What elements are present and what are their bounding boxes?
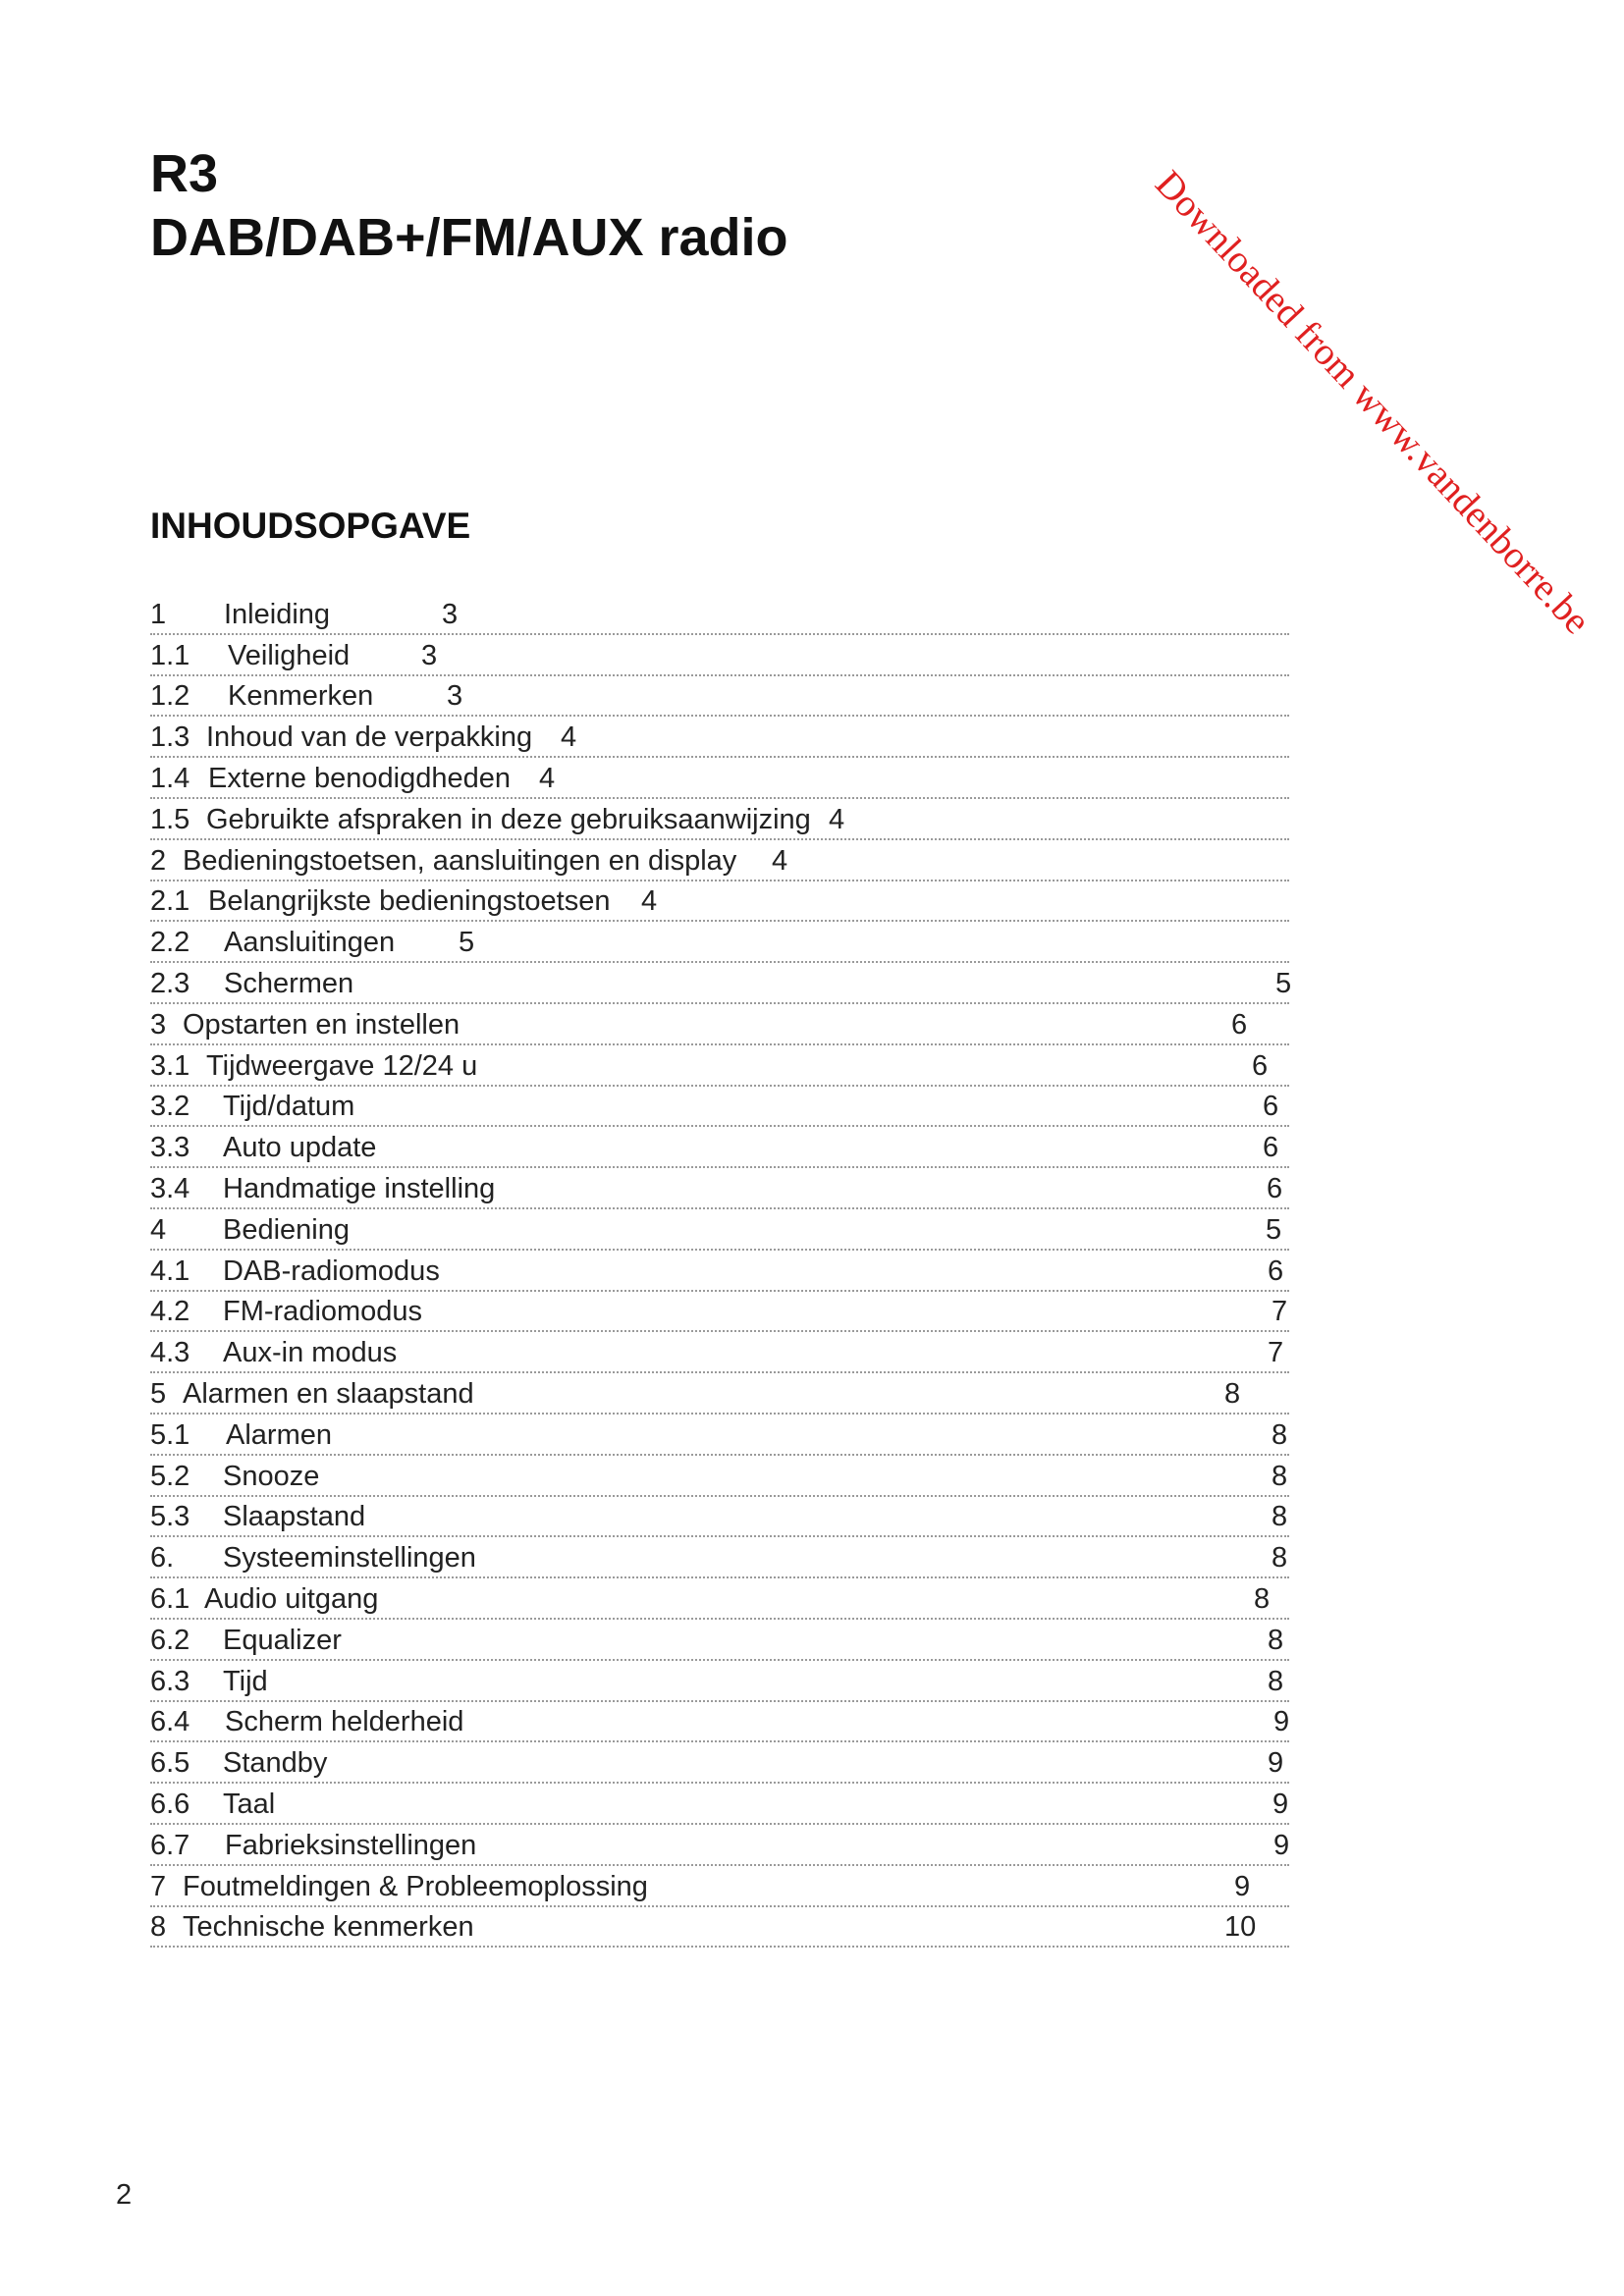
toc-page-number: 3 bbox=[447, 680, 463, 713]
toc-section-number: 3.1 bbox=[150, 1049, 190, 1082]
toc-row bbox=[150, 1373, 1289, 1415]
toc-section-number: 5.1 bbox=[150, 1418, 190, 1451]
toc-page-number: 4 bbox=[561, 721, 577, 754]
toc-section-number: 6.1 bbox=[150, 1582, 190, 1615]
toc-section-number: 1.3 bbox=[150, 721, 190, 754]
toc-section-title: Handmatige instelling bbox=[223, 1172, 496, 1204]
toc-row bbox=[150, 1415, 1289, 1456]
toc-page-number: 9 bbox=[1268, 1747, 1284, 1780]
toc-row bbox=[150, 1168, 1289, 1209]
toc-section-title: Kenmerken bbox=[228, 680, 374, 713]
toc-row bbox=[150, 758, 1289, 799]
toc-section-number: 7 bbox=[150, 1870, 167, 1902]
toc-section-title: Foutmeldingen & Probleemoplossing bbox=[183, 1870, 648, 1902]
toc-section-number: 2.2 bbox=[150, 927, 190, 959]
toc-section-title: Inleiding bbox=[224, 598, 331, 630]
toc-page-number: 4 bbox=[772, 844, 788, 877]
toc-section-number: 1.2 bbox=[150, 680, 190, 713]
toc-page-number: 4 bbox=[539, 762, 556, 794]
toc-section-number: 4.2 bbox=[150, 1296, 190, 1328]
toc-section-title: Gebruikte afspraken in deze gebruiksaanwijzing bbox=[206, 803, 811, 835]
toc-page-number: 9 bbox=[1273, 1829, 1290, 1861]
toc-section-number: 2.1 bbox=[150, 885, 190, 918]
toc-section-title: DAB-radiomodus bbox=[223, 1255, 440, 1287]
toc-section-title: Tijdweergave 12/24 u bbox=[206, 1049, 478, 1082]
toc-section-title: Bedieningstoetsen, aansluitingen en display bbox=[183, 844, 737, 877]
toc-row bbox=[150, 840, 1289, 881]
toc-section-number: 1.4 bbox=[150, 762, 190, 794]
page-number: 2 bbox=[116, 2179, 133, 2211]
toc-row bbox=[150, 1742, 1289, 1784]
toc-page-number: 6 bbox=[1231, 1008, 1248, 1041]
toc-row bbox=[150, 1784, 1289, 1825]
toc-page-number: 8 bbox=[1268, 1665, 1284, 1697]
toc-row bbox=[150, 1087, 1289, 1128]
toc-page-number: 6 bbox=[1267, 1172, 1283, 1204]
toc-page-number: 7 bbox=[1268, 1337, 1284, 1369]
toc-page-number: 5 bbox=[1266, 1213, 1282, 1246]
toc-row bbox=[150, 1825, 1289, 1866]
toc-page-number: 9 bbox=[1234, 1870, 1251, 1902]
toc-row bbox=[150, 1004, 1289, 1045]
toc-section-number: 3.3 bbox=[150, 1132, 190, 1164]
toc-row bbox=[150, 635, 1289, 676]
toc-page-number: 6 bbox=[1263, 1091, 1279, 1123]
table-of-contents bbox=[150, 594, 1292, 1948]
download-watermark: Downloaded from www.vandenborre.be bbox=[1147, 162, 1598, 643]
toc-section-number: 6.3 bbox=[150, 1665, 190, 1697]
toc-page-number: 8 bbox=[1272, 1501, 1288, 1533]
toc-page-number: 5 bbox=[459, 927, 475, 959]
toc-row bbox=[150, 1620, 1289, 1661]
toc-section-title: Scherm helderheid bbox=[225, 1706, 464, 1738]
toc-row bbox=[150, 1251, 1289, 1292]
toc-section-number: 6.4 bbox=[150, 1706, 190, 1738]
toc-page-number: 4 bbox=[641, 885, 658, 918]
toc-section-title: Inhoud van de verpakking bbox=[206, 721, 533, 754]
document-title-subtitle: DAB/DAB+/FM/AUX radio bbox=[150, 208, 788, 267]
toc-section-title: Slaapstand bbox=[223, 1501, 366, 1533]
toc-row bbox=[150, 717, 1289, 758]
toc-section-number: 1.5 bbox=[150, 803, 190, 835]
toc-page-number: 6 bbox=[1263, 1132, 1279, 1164]
toc-row bbox=[150, 1127, 1289, 1168]
toc-section-number: 2 bbox=[150, 844, 167, 877]
toc-row bbox=[150, 922, 1289, 963]
toc-row bbox=[150, 799, 1289, 840]
toc-row bbox=[150, 1661, 1289, 1702]
toc-section-title: Schermen bbox=[224, 967, 354, 999]
toc-page-number: 8 bbox=[1272, 1542, 1288, 1575]
toc-row bbox=[150, 1866, 1289, 1907]
toc-section-title: Aux-in modus bbox=[223, 1337, 398, 1369]
toc-section-title: Alarmen en slaapstand bbox=[183, 1377, 474, 1410]
toc-page-number: 3 bbox=[442, 598, 459, 630]
toc-page-number: 10 bbox=[1224, 1911, 1257, 1944]
toc-section-number: 2.3 bbox=[150, 967, 190, 999]
toc-page-number: 3 bbox=[421, 639, 438, 671]
toc-row bbox=[150, 1537, 1289, 1578]
toc-page-number: 8 bbox=[1272, 1460, 1288, 1492]
toc-page-number: 9 bbox=[1273, 1706, 1290, 1738]
toc-page-number: 7 bbox=[1272, 1296, 1288, 1328]
toc-heading: INHOUDSOPGAVE bbox=[150, 506, 471, 546]
toc-section-number: 5.3 bbox=[150, 1501, 190, 1533]
toc-section-number: 3.2 bbox=[150, 1091, 190, 1123]
toc-row bbox=[150, 1578, 1289, 1620]
toc-section-title: Systeeminstellingen bbox=[223, 1542, 476, 1575]
toc-section-number: 5.2 bbox=[150, 1460, 190, 1492]
toc-row bbox=[150, 594, 1289, 635]
toc-page-number: 8 bbox=[1272, 1418, 1288, 1451]
toc-row bbox=[150, 1045, 1289, 1087]
toc-row bbox=[150, 1332, 1289, 1373]
toc-section-number: 6.5 bbox=[150, 1747, 190, 1780]
toc-section-title: Fabrieksinstellingen bbox=[225, 1829, 477, 1861]
toc-section-number: 6.6 bbox=[150, 1788, 190, 1820]
toc-page-number: 6 bbox=[1252, 1049, 1269, 1082]
toc-section-title: Taal bbox=[223, 1788, 276, 1820]
toc-row bbox=[150, 1209, 1289, 1251]
toc-section-number: 6.2 bbox=[150, 1624, 190, 1656]
toc-row bbox=[150, 1702, 1289, 1743]
toc-section-title: Tijd bbox=[223, 1665, 268, 1697]
toc-section-title: Technische kenmerken bbox=[183, 1911, 474, 1944]
toc-section-number: 6. bbox=[150, 1542, 175, 1575]
toc-row bbox=[150, 1907, 1289, 1949]
toc-section-title: Alarmen bbox=[226, 1418, 332, 1451]
toc-section-title: Snooze bbox=[223, 1460, 320, 1492]
toc-section-number: 6.7 bbox=[150, 1829, 190, 1861]
toc-page-number: 6 bbox=[1268, 1255, 1284, 1287]
toc-section-title: Equalizer bbox=[223, 1624, 342, 1656]
toc-section-title: FM-radiomodus bbox=[223, 1296, 423, 1328]
toc-section-number: 1 bbox=[150, 598, 167, 630]
toc-section-title: Audio uitgang bbox=[204, 1582, 379, 1615]
toc-row bbox=[150, 676, 1289, 718]
toc-section-number: 4.3 bbox=[150, 1337, 190, 1369]
toc-section-number: 1.1 bbox=[150, 639, 190, 671]
toc-section-number: 4.1 bbox=[150, 1255, 190, 1287]
toc-section-number: 5 bbox=[150, 1377, 167, 1410]
toc-section-number: 3 bbox=[150, 1008, 167, 1041]
toc-page-number: 9 bbox=[1272, 1788, 1289, 1820]
toc-page-number: 5 bbox=[1275, 967, 1292, 999]
toc-section-number: 3.4 bbox=[150, 1172, 190, 1204]
toc-page-number: 4 bbox=[829, 803, 845, 835]
toc-section-title: Standby bbox=[223, 1747, 328, 1780]
toc-section-title: Externe benodigdheden bbox=[208, 762, 511, 794]
toc-page-number: 8 bbox=[1224, 1377, 1241, 1410]
toc-row bbox=[150, 881, 1289, 923]
toc-page-number: 8 bbox=[1268, 1624, 1284, 1656]
toc-section-title: Aansluitingen bbox=[224, 927, 396, 959]
toc-section-title: Bediening bbox=[223, 1213, 350, 1246]
toc-row bbox=[150, 963, 1292, 1004]
toc-section-number: 8 bbox=[150, 1911, 167, 1944]
toc-row bbox=[150, 1292, 1289, 1333]
toc-section-number: 4 bbox=[150, 1213, 167, 1246]
toc-section-title: Tijd/datum bbox=[223, 1091, 355, 1123]
toc-section-title: Belangrijkste bedieningstoetsen bbox=[208, 885, 611, 918]
toc-section-title: Auto update bbox=[223, 1132, 377, 1164]
toc-section-title: Veiligheid bbox=[228, 639, 351, 671]
toc-section-title: Opstarten en instellen bbox=[183, 1008, 460, 1041]
toc-page-number: 8 bbox=[1254, 1582, 1271, 1615]
document-title-model: R3 bbox=[150, 144, 219, 203]
toc-row bbox=[150, 1497, 1289, 1538]
toc-row bbox=[150, 1456, 1289, 1497]
